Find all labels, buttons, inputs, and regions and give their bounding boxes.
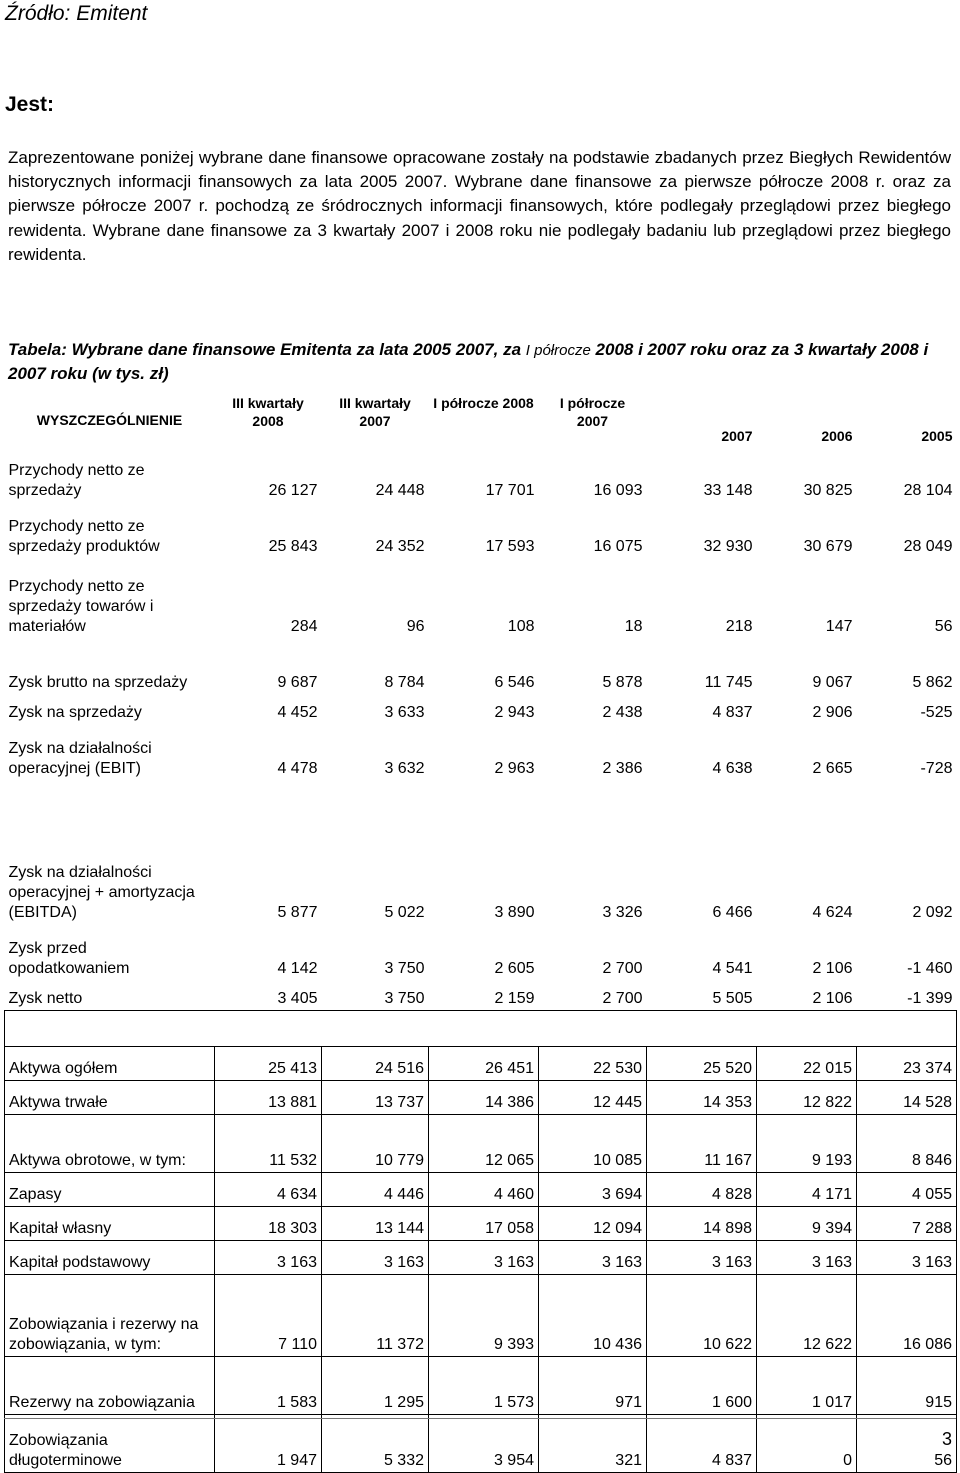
value-cell: 3 694 <box>539 1172 647 1206</box>
value-cell: 17 593 <box>485 538 535 555</box>
value-cell: 9 193 <box>757 1114 857 1172</box>
table-row <box>5 1356 957 1414</box>
value-cell: 12 094 <box>539 1206 647 1240</box>
value-cell: 2 963 <box>494 760 535 777</box>
table-caption <box>8 338 951 385</box>
table-row <box>5 694 957 724</box>
row-label: Kapitał podstawowy <box>5 1240 215 1274</box>
row-label: Przychody netto ze sprzedaży <box>8 462 145 499</box>
value-cell: 4 142 <box>277 960 318 977</box>
value-cell: 2 665 <box>812 760 853 777</box>
row-label: Zysk brutto na sprzedaży <box>8 674 188 691</box>
row-label: Zysk na sprzedaży <box>8 704 142 721</box>
header-label: WYSZCZEGÓLNIENIE <box>36 411 183 428</box>
table-row <box>5 724 957 780</box>
row-label: Zobowiązania i rezerwy na zobowiązania, w tym: <box>5 1274 215 1356</box>
header-col: III kwartały 2008 <box>232 395 304 429</box>
table-row <box>5 1240 957 1274</box>
caption-part-3: 2008 i 2007 roku oraz za 3 kwartały 2008 i 2007 roku (w tys. zł) <box>8 340 929 383</box>
spacer-row <box>5 780 957 824</box>
value-cell: 2 386 <box>602 760 643 777</box>
financial-table <box>4 394 957 1473</box>
value-cell: 17 058 <box>429 1206 539 1240</box>
value-cell: 13 144 <box>322 1206 429 1240</box>
value-cell: 4 837 <box>712 704 753 721</box>
value-cell: 11 532 <box>215 1114 322 1172</box>
value-cell: 22 530 <box>539 1046 647 1080</box>
value-cell: 2 106 <box>812 960 853 977</box>
value-cell: 4 446 <box>322 1172 429 1206</box>
value-cell: 2 906 <box>812 704 853 721</box>
balance-section <box>5 1046 957 1472</box>
value-cell: 10 085 <box>539 1114 647 1172</box>
row-label: Zysk netto <box>8 989 83 1007</box>
header-col: 2007 <box>721 428 753 444</box>
value-cell: 26 451 <box>429 1046 539 1080</box>
table-row <box>5 1114 957 1172</box>
value-cell: -1 399 <box>907 989 953 1007</box>
row-label: Przychody netto ze sprzedaży produktów <box>8 518 160 555</box>
value-cell: 16 086 <box>857 1274 957 1356</box>
row-label: Aktywa trwałe <box>5 1080 215 1114</box>
value-cell: 2 438 <box>602 704 643 721</box>
value-cell: 12 622 <box>757 1274 857 1356</box>
row-label: Przychody netto ze sprzedaży towarów i materiałów <box>8 578 154 635</box>
value-cell: 2 106 <box>812 989 853 1007</box>
value-cell: 4 171 <box>757 1172 857 1206</box>
value-cell: 915 <box>857 1356 957 1414</box>
value-cell: 4 634 <box>215 1172 322 1206</box>
value-cell: 147 <box>825 618 853 635</box>
table-row <box>5 558 957 638</box>
value-cell: 3 163 <box>857 1240 957 1274</box>
value-cell: 24 352 <box>375 538 425 555</box>
section-heading: Jest: <box>5 93 55 116</box>
value-cell: 218 <box>725 618 753 635</box>
value-cell: 9 687 <box>277 674 318 691</box>
table-row <box>5 446 957 502</box>
table-row <box>5 1046 957 1080</box>
value-cell: 13 881 <box>215 1080 322 1114</box>
income-section <box>5 446 957 1046</box>
value-cell: 321 <box>539 1414 647 1472</box>
table-row <box>5 824 957 924</box>
value-cell: 30 679 <box>803 538 853 555</box>
caption-part-2: I półrocze <box>525 342 591 359</box>
value-cell: 14 898 <box>647 1206 757 1240</box>
value-cell: 3 163 <box>429 1240 539 1274</box>
value-cell: 3 633 <box>384 704 425 721</box>
table-row <box>5 1206 957 1240</box>
intro-paragraph: Zaprezentowane poniżej wybrane dane finansowe opracowane zostały na podstawie zbadanych przez Biegłych Rewidentów historycznych informacji finansowych za lata 2005 2007. Wybrane dane finansowe za pierwsze półrocze 2008 r. oraz za pierwsze półrocze 2007 r. pochodzą ze śródrocznych informacji finansowych, które podlegały przeglądowi przez biegłego rewidenta. Wybrane dane finansowe za 3 kwartały 2007 i 2008 roku nie podlegały badaniu lub przeglądowi przez biegłego rewidenta. <box>8 148 951 264</box>
value-cell: 971 <box>539 1356 647 1414</box>
value-cell: 11 372 <box>322 1274 429 1356</box>
value-cell: 30 825 <box>803 482 853 499</box>
value-cell: 12 065 <box>429 1114 539 1172</box>
value-cell: 25 843 <box>268 538 318 555</box>
value-cell: 10 622 <box>647 1274 757 1356</box>
value-cell: 1 583 <box>215 1356 322 1414</box>
value-cell: 4 638 <box>712 760 753 777</box>
value-cell: 3 326 <box>602 904 643 921</box>
value-cell: 2 092 <box>912 904 953 921</box>
value-cell: 4 478 <box>277 760 318 777</box>
value-cell: 3 163 <box>647 1240 757 1274</box>
row-label: Zobowiązania długoterminowe <box>5 1414 215 1472</box>
value-cell: 3 163 <box>539 1240 647 1274</box>
source-note: Źródło: Emitent <box>5 2 148 25</box>
value-cell: 33 148 <box>703 482 753 499</box>
value-cell: 4 624 <box>812 904 853 921</box>
row-label: Aktywa ogółem <box>5 1046 215 1080</box>
value-cell: 14 528 <box>857 1080 957 1114</box>
value-cell: 16 075 <box>593 538 643 555</box>
value-cell: 16 093 <box>593 482 643 499</box>
value-cell: 2 700 <box>602 960 643 977</box>
value-cell: 2 700 <box>602 989 643 1007</box>
value-cell: 56 <box>934 618 953 635</box>
value-cell: 25 413 <box>215 1046 322 1080</box>
value-cell: -525 <box>920 704 953 721</box>
value-cell: 24 448 <box>375 482 425 499</box>
value-cell: 3 954 <box>429 1414 539 1472</box>
value-cell: 3 163 <box>757 1240 857 1274</box>
value-cell: 22 015 <box>757 1046 857 1080</box>
table-row <box>5 1414 957 1472</box>
table-header-row <box>5 394 957 446</box>
table-row <box>5 1172 957 1206</box>
value-cell: 7 110 <box>215 1274 322 1356</box>
value-cell: 56 <box>857 1414 957 1472</box>
value-cell: 5 022 <box>384 904 425 921</box>
value-cell: 14 353 <box>647 1080 757 1114</box>
value-cell: 2 605 <box>494 960 535 977</box>
value-cell: 1 295 <box>322 1356 429 1414</box>
value-cell: 1 017 <box>757 1356 857 1414</box>
value-cell: 9 067 <box>812 674 853 691</box>
value-cell: 8 784 <box>384 674 425 691</box>
value-cell: 284 <box>290 618 318 635</box>
table-row <box>5 980 957 1010</box>
value-cell: 12 445 <box>539 1080 647 1114</box>
table-row <box>5 638 957 694</box>
value-cell: 1 600 <box>647 1356 757 1414</box>
value-cell: 5 877 <box>277 904 318 921</box>
value-cell: 5 332 <box>322 1414 429 1472</box>
value-cell: 5 505 <box>712 989 753 1007</box>
value-cell: 6 546 <box>494 674 535 691</box>
caption-part-1: Tabela: Wybrane dane finansowe Emitenta za lata 2005 2007, za <box>8 340 526 359</box>
row-label: Zysk przed opodatkowaniem <box>8 940 130 977</box>
value-cell: 5 878 <box>602 674 643 691</box>
value-cell: 3 750 <box>384 989 425 1007</box>
row-label: Zapasy <box>5 1172 215 1206</box>
header-col: I półrocze 2008 <box>433 395 534 411</box>
value-cell: 3 405 <box>277 989 318 1007</box>
value-cell: 2 943 <box>494 704 535 721</box>
value-cell: 12 822 <box>757 1080 857 1114</box>
value-cell: 24 516 <box>322 1046 429 1080</box>
spacer-cell <box>5 780 957 824</box>
value-cell: 14 386 <box>429 1080 539 1114</box>
value-cell: -1 460 <box>907 960 953 977</box>
page-divider <box>4 1418 956 1419</box>
value-cell: 11 745 <box>704 674 753 691</box>
value-cell: 18 303 <box>215 1206 322 1240</box>
value-cell: 23 374 <box>857 1046 957 1080</box>
value-cell: 26 127 <box>268 482 318 499</box>
page-number: 3 <box>941 1429 952 1449</box>
value-cell: 4 460 <box>429 1172 539 1206</box>
value-cell: 9 394 <box>757 1206 857 1240</box>
value-cell: 28 104 <box>903 482 953 499</box>
value-cell: 25 520 <box>647 1046 757 1080</box>
value-cell: 11 167 <box>647 1114 757 1172</box>
value-cell: 6 466 <box>712 904 753 921</box>
header-col: 2006 <box>821 428 853 444</box>
value-cell: 3 750 <box>384 960 425 977</box>
value-cell: 0 <box>757 1414 857 1472</box>
table-row <box>5 1274 957 1356</box>
value-cell: 8 846 <box>857 1114 957 1172</box>
value-cell: 108 <box>507 618 535 635</box>
value-cell: 5 862 <box>912 674 953 691</box>
value-cell: 10 436 <box>539 1274 647 1356</box>
value-cell: -728 <box>920 760 953 777</box>
value-cell: 1 947 <box>215 1414 322 1472</box>
table-row <box>5 502 957 558</box>
row-label: Aktywa obrotowe, w tym: <box>5 1114 215 1172</box>
table-row <box>5 1080 957 1114</box>
value-cell: 3 163 <box>215 1240 322 1274</box>
value-cell: 3 890 <box>494 904 535 921</box>
value-cell: 10 779 <box>322 1114 429 1172</box>
header-col: I półrocze 2007 <box>559 395 626 429</box>
row-label: Zysk na działalności operacyjnej + amortyzacja (EBITDA) <box>8 864 195 921</box>
row-label: Zysk na działalności operacyjnej (EBIT) <box>8 740 152 777</box>
row-label: Rezerwy na zobowiązania <box>5 1356 215 1414</box>
value-cell: 4 541 <box>712 960 753 977</box>
value-cell: 2 159 <box>494 989 535 1007</box>
value-cell: 9 393 <box>429 1274 539 1356</box>
value-cell: 4 828 <box>647 1172 757 1206</box>
value-cell: 7 288 <box>857 1206 957 1240</box>
value-cell: 4 837 <box>647 1414 757 1472</box>
value-cell: 4 452 <box>277 704 318 721</box>
value-cell: 13 737 <box>322 1080 429 1114</box>
value-cell: 3 163 <box>322 1240 429 1274</box>
value-cell: 17 701 <box>485 482 535 499</box>
header-col: III kwartały 2007 <box>339 395 411 429</box>
separator-row <box>5 1010 957 1046</box>
header-col: 2005 <box>921 428 953 444</box>
value-cell: 3 632 <box>384 760 425 777</box>
separator-cell <box>5 1010 957 1046</box>
value-cell: 96 <box>406 618 425 635</box>
value-cell: 28 049 <box>903 538 953 555</box>
table-row <box>5 924 957 980</box>
row-label: Kapitał własny <box>5 1206 215 1240</box>
value-cell: 32 930 <box>703 538 753 555</box>
value-cell: 4 055 <box>857 1172 957 1206</box>
value-cell: 1 573 <box>429 1356 539 1414</box>
value-cell: 18 <box>624 618 643 635</box>
